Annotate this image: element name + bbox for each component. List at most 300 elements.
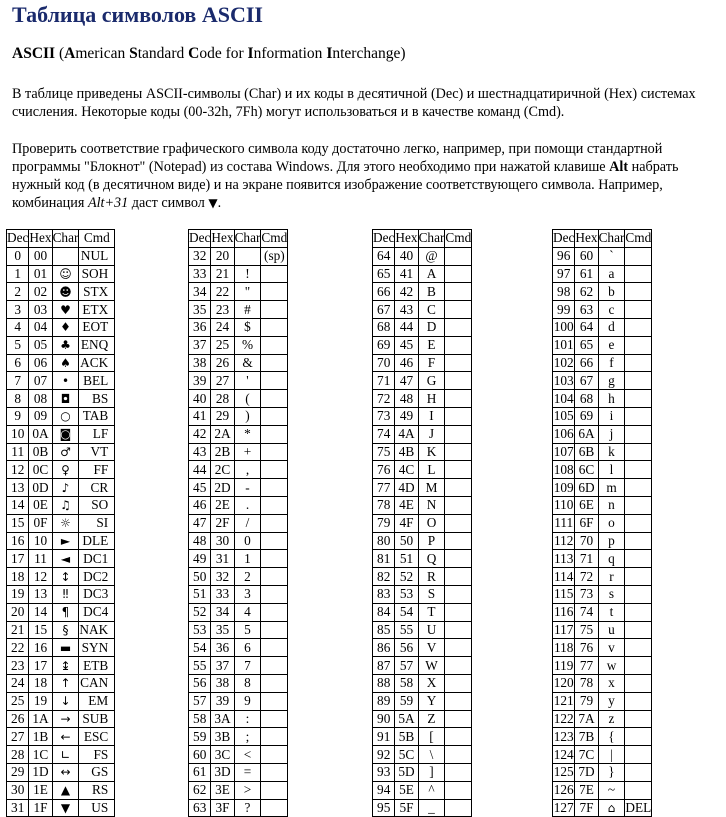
- char-cell: a: [598, 265, 625, 283]
- hex-cell: 6C: [575, 461, 598, 479]
- char-cell: i: [598, 407, 625, 425]
- dec-cell: 10: [7, 425, 29, 443]
- table-row: [7, 496, 115, 514]
- hex-cell: 76: [575, 639, 598, 657]
- hex-cell: 7F: [575, 799, 598, 817]
- table-row: [553, 407, 652, 425]
- char-cell: j: [598, 425, 625, 443]
- cmd-cell: [445, 603, 472, 621]
- cmd-cell: [261, 710, 288, 728]
- table-row: [7, 443, 115, 461]
- hex-cell: 03: [29, 301, 52, 319]
- table-row: [7, 692, 115, 710]
- hex-cell: 3A: [211, 710, 234, 728]
- char-cell: X: [418, 674, 445, 692]
- cmd-cell: DLE: [79, 532, 115, 550]
- hex-cell: 3E: [211, 781, 234, 799]
- char-cell: ◘: [52, 390, 79, 408]
- dec-cell: 66: [373, 283, 395, 301]
- dec-cell: 3: [7, 301, 29, 319]
- cmd-cell: CR: [79, 479, 115, 497]
- hex-cell: 75: [575, 621, 598, 639]
- hex-cell: 54: [395, 603, 418, 621]
- table-row: [553, 247, 652, 265]
- column-header-cmd: Cmd: [445, 230, 472, 246]
- table-row: [7, 390, 115, 408]
- dec-cell: 113: [553, 550, 574, 566]
- table-row: [373, 532, 472, 550]
- char-cell: ▼: [52, 799, 79, 817]
- char-cell: h: [598, 390, 625, 408]
- hex-cell: 67: [575, 372, 598, 390]
- hex-cell: 73: [575, 585, 598, 603]
- table-row: [553, 390, 652, 408]
- char-cell: -: [234, 479, 261, 497]
- table-row: [373, 265, 472, 283]
- example-symbol: ▼: [208, 196, 218, 210]
- dec-cell: 56: [189, 674, 211, 692]
- cmd-cell: [625, 657, 652, 675]
- dec-cell: 51: [189, 585, 211, 603]
- instructions-text-2: набрать нужный код (в десятичном виде) и на экране появится изображение соответствующего символа. Например, комбинация: [12, 159, 679, 211]
- char-cell: G: [418, 372, 445, 390]
- table-row: [7, 550, 115, 568]
- table-row: [7, 728, 115, 746]
- hex-cell: 0F: [29, 514, 52, 532]
- hex-cell: 10: [29, 532, 52, 550]
- cmd-cell: [445, 514, 472, 532]
- dec-cell: 72: [373, 390, 395, 408]
- hex-cell: 69: [575, 407, 598, 425]
- char-cell: ': [234, 372, 261, 390]
- hex-cell: 38: [211, 674, 234, 692]
- dec-cell: 125: [553, 764, 574, 780]
- cmd-cell: [625, 621, 652, 639]
- cmd-cell: [445, 461, 472, 479]
- table-row: [189, 318, 288, 336]
- char-cell: 0: [234, 532, 261, 550]
- hex-cell: 2D: [211, 479, 234, 497]
- hex-cell: 5C: [395, 746, 418, 764]
- ascii-table-1: [6, 229, 115, 817]
- table-row: [553, 461, 652, 479]
- char-cell: ^: [418, 781, 445, 799]
- hex-cell: 5B: [395, 728, 418, 746]
- dec-cell: 28: [7, 746, 29, 764]
- table-row: [7, 710, 115, 728]
- cmd-cell: [261, 301, 288, 319]
- instructions-text-end: .: [217, 195, 222, 211]
- hex-cell: 47: [395, 372, 418, 390]
- cmd-cell: US: [79, 799, 115, 817]
- dec-cell: 22: [7, 639, 29, 657]
- dec-cell: 119: [553, 657, 574, 673]
- dec-cell: 120: [553, 675, 574, 691]
- dec-cell: 60: [189, 746, 211, 764]
- table-row: [553, 550, 652, 568]
- table-row: [373, 799, 472, 817]
- hex-cell: 71: [575, 550, 598, 568]
- dec-cell: 52: [189, 603, 211, 621]
- column-header-hex: Hex: [29, 230, 52, 246]
- table-row: [553, 728, 652, 746]
- alt-key-label: Alt: [609, 159, 629, 175]
- char-cell: ‼: [52, 585, 79, 603]
- cmd-cell: [261, 692, 288, 710]
- char-cell: ♫: [52, 496, 79, 514]
- subtitle-letter-i2: I: [326, 45, 333, 62]
- dec-cell: 5: [7, 336, 29, 354]
- char-cell: t: [598, 603, 625, 621]
- dec-cell: 62: [189, 781, 211, 799]
- hex-cell: 25: [211, 336, 234, 354]
- cmd-cell: DC3: [79, 585, 115, 603]
- dec-cell: 117: [553, 621, 574, 637]
- hex-cell: 18: [29, 674, 52, 692]
- cmd-cell: EM: [79, 692, 115, 710]
- table-row: [373, 461, 472, 479]
- dec-cell: 44: [189, 461, 211, 479]
- char-cell: ♂: [52, 443, 79, 461]
- table-row: [373, 710, 472, 728]
- subtitle: ASCII (American Standard Code for Information Interchange): [12, 45, 406, 62]
- table-row: [7, 461, 115, 479]
- char-cell: ←: [52, 728, 79, 746]
- char-cell: r: [598, 568, 625, 586]
- hex-cell: 2B: [211, 443, 234, 461]
- cmd-cell: [625, 728, 652, 746]
- char-cell: ▬: [52, 639, 79, 657]
- hex-cell: 33: [211, 585, 234, 603]
- dec-cell: 114: [553, 568, 574, 584]
- dec-cell: 18: [7, 568, 29, 586]
- cmd-cell: [625, 746, 652, 764]
- hex-cell: 40: [395, 247, 418, 265]
- dec-cell: 74: [373, 425, 395, 443]
- cmd-cell: ENQ: [79, 336, 115, 354]
- table-row: [189, 639, 288, 657]
- table-row: [553, 283, 652, 301]
- char-cell: ↓: [52, 692, 79, 710]
- dec-cell: 63: [189, 799, 211, 817]
- table-row: [553, 585, 652, 603]
- cmd-cell: GS: [79, 763, 115, 781]
- char-cell: c: [598, 301, 625, 319]
- table-row: [189, 265, 288, 283]
- dec-cell: 20: [7, 603, 29, 621]
- char-cell: W: [418, 657, 445, 675]
- hex-cell: 20: [211, 247, 234, 265]
- hex-cell: 34: [211, 603, 234, 621]
- hex-cell: 46: [395, 354, 418, 372]
- hex-cell: 7D: [575, 763, 598, 781]
- char-cell: E: [418, 336, 445, 354]
- dec-cell: 70: [373, 354, 395, 372]
- table-row: [7, 603, 115, 621]
- dec-cell: 87: [373, 657, 395, 675]
- char-cell: •: [52, 372, 79, 390]
- table-row: [7, 674, 115, 692]
- dec-cell: 102: [553, 354, 574, 370]
- hex-cell: 19: [29, 692, 52, 710]
- char-cell: ◄: [52, 550, 79, 568]
- table-row: [373, 479, 472, 497]
- hex-cell: 07: [29, 372, 52, 390]
- hex-cell: 14: [29, 603, 52, 621]
- dec-cell: 57: [189, 692, 211, 710]
- dec-cell: 115: [553, 586, 574, 602]
- char-cell: 9: [234, 692, 261, 710]
- table-row: [373, 692, 472, 710]
- hex-cell: 66: [575, 354, 598, 372]
- cmd-cell: CAN: [79, 674, 115, 692]
- cmd-cell: [261, 585, 288, 603]
- hex-cell: 63: [575, 301, 598, 319]
- hex-cell: 04: [29, 318, 52, 336]
- table-row: [189, 763, 288, 781]
- char-cell: |: [598, 746, 625, 764]
- cmd-cell: [261, 336, 288, 354]
- cmd-cell: [625, 532, 652, 550]
- table-row: [553, 443, 652, 461]
- table-row: [7, 425, 115, 443]
- cmd-cell: [445, 443, 472, 461]
- dec-cell: 7: [7, 372, 29, 390]
- char-cell: ): [234, 407, 261, 425]
- dec-cell: 58: [189, 710, 211, 728]
- table-row: [189, 532, 288, 550]
- cmd-cell: [261, 550, 288, 568]
- dec-cell: 30: [7, 781, 29, 799]
- subtitle-word-i2: nterchange: [332, 45, 401, 62]
- dec-cell: 48: [189, 532, 211, 550]
- cmd-cell: [445, 692, 472, 710]
- hex-cell: 65: [575, 336, 598, 354]
- hex-cell: 5F: [395, 799, 418, 817]
- column-header-char: Char: [598, 230, 625, 246]
- cmd-cell: [261, 283, 288, 301]
- dec-cell: 99: [553, 301, 575, 319]
- column-header-hex: Hex: [575, 230, 598, 246]
- dec-cell: 83: [373, 585, 395, 603]
- table-row: [553, 603, 652, 621]
- dec-cell: 80: [373, 532, 395, 550]
- table-row: [553, 781, 652, 799]
- dec-cell: 86: [373, 639, 395, 657]
- cmd-cell: VT: [79, 443, 115, 461]
- char-cell: D: [418, 318, 445, 336]
- hex-cell: 24: [211, 318, 234, 336]
- table-row: [7, 407, 115, 425]
- hex-cell: 72: [575, 568, 598, 586]
- dec-cell: 116: [553, 604, 574, 620]
- cmd-cell: [445, 657, 472, 675]
- hex-cell: 48: [395, 390, 418, 408]
- table-row: [373, 568, 472, 586]
- dec-cell: 90: [373, 710, 395, 728]
- hex-cell: 41: [395, 265, 418, 283]
- table-row: [373, 621, 472, 639]
- char-cell: m: [598, 479, 625, 497]
- table-row: [553, 318, 652, 336]
- table-row: [373, 336, 472, 354]
- char-cell: ☺: [52, 265, 79, 283]
- cmd-cell: [261, 603, 288, 621]
- cmd-cell: [625, 407, 652, 425]
- hex-cell: 53: [395, 585, 418, 603]
- char-cell: e: [598, 336, 625, 354]
- table-row: [7, 372, 115, 390]
- dec-cell: 21: [7, 621, 29, 639]
- dec-cell: 104: [553, 390, 574, 406]
- cmd-cell: [261, 514, 288, 532]
- cmd-cell: DEL: [625, 799, 652, 815]
- char-cell: ♀: [52, 461, 79, 479]
- char-cell: ☻: [52, 283, 79, 301]
- char-cell: ∟: [52, 746, 79, 764]
- cmd-cell: [445, 763, 472, 781]
- char-cell: u: [598, 621, 625, 639]
- char-cell: g: [598, 372, 625, 390]
- cmd-cell: [261, 425, 288, 443]
- dec-cell: 67: [373, 301, 395, 319]
- table-header-row: [189, 230, 288, 248]
- cmd-cell: [625, 585, 652, 603]
- table-row: [189, 425, 288, 443]
- char-cell: [234, 247, 261, 265]
- char-cell: x: [598, 674, 625, 692]
- char-cell: ]: [418, 763, 445, 781]
- hex-cell: 56: [395, 639, 418, 657]
- dec-cell: 122: [553, 710, 574, 726]
- table-row: [7, 657, 115, 675]
- column-header-dec: Dec: [373, 230, 395, 246]
- cmd-cell: [261, 621, 288, 639]
- table-row: [553, 746, 652, 764]
- key-combination: Alt+31: [87, 195, 129, 211]
- table-row: [189, 603, 288, 621]
- table-row: [553, 514, 652, 532]
- hex-cell: 0E: [29, 496, 52, 514]
- hex-cell: 0B: [29, 443, 52, 461]
- table-row: [189, 354, 288, 372]
- char-cell: \: [418, 746, 445, 764]
- cmd-cell: [625, 443, 652, 461]
- char-cell: 7: [234, 657, 261, 675]
- intro-paragraph: В таблице приведены ASCII-символы (Char) и их коды в десятичной (Dec) и шестнадцатиричной (Hex) системах счисления. Некоторые коды (00-32h, 7Fh) могут использоваться и в качестве команд (Cmd).: [12, 86, 696, 120]
- subtitle-letter-c: C: [188, 45, 200, 62]
- instructions-text-1: Проверить соответствие графического символа коду достаточно легко, например, при помощи стандартной программы "Блокнот" (Notepad) из состава Windows. Для этого необходимо при нажатой клавише: [12, 141, 663, 175]
- dec-cell: 95: [373, 799, 395, 817]
- cmd-cell: [625, 372, 652, 390]
- dec-cell: 15: [7, 514, 29, 532]
- hex-cell: 23: [211, 301, 234, 319]
- dec-cell: 94: [373, 781, 395, 799]
- table-row: [553, 532, 652, 550]
- char-cell: Z: [418, 710, 445, 728]
- table-row: [189, 781, 288, 799]
- hex-cell: 4F: [395, 514, 418, 532]
- cmd-cell: [445, 621, 472, 639]
- cmd-cell: [445, 283, 472, 301]
- dec-cell: 81: [373, 550, 395, 568]
- dec-cell: 41: [189, 407, 211, 425]
- char-cell: ▲: [52, 781, 79, 799]
- hex-cell: 49: [395, 407, 418, 425]
- dec-cell: 29: [7, 763, 29, 781]
- char-cell: ¶: [52, 603, 79, 621]
- column-header-cmd: Cmd: [79, 230, 115, 248]
- hex-cell: 4C: [395, 461, 418, 479]
- hex-cell: 57: [395, 657, 418, 675]
- cmd-cell: [261, 318, 288, 336]
- dec-cell: 77: [373, 479, 395, 497]
- hex-cell: 11: [29, 550, 52, 568]
- cmd-cell: [625, 318, 652, 336]
- table-row: [7, 354, 115, 372]
- cmd-cell: DC2: [79, 568, 115, 586]
- dec-cell: 127: [553, 799, 574, 815]
- table-row: [373, 585, 472, 603]
- dec-cell: 79: [373, 514, 395, 532]
- cmd-cell: DC4: [79, 603, 115, 621]
- table-row: [553, 479, 652, 497]
- cmd-cell: BS: [79, 390, 115, 408]
- cmd-cell: [625, 390, 652, 408]
- char-cell: K: [418, 443, 445, 461]
- hex-cell: 7E: [575, 781, 598, 799]
- char-cell: d: [598, 318, 625, 336]
- cmd-cell: SUB: [79, 710, 115, 728]
- table-row: [189, 496, 288, 514]
- table-row: [373, 514, 472, 532]
- ascii-table-4: [552, 229, 652, 817]
- char-cell: v: [598, 639, 625, 657]
- table-row: [7, 265, 115, 283]
- char-cell: 6: [234, 639, 261, 657]
- char-cell: J: [418, 425, 445, 443]
- hex-cell: 1C: [29, 746, 52, 764]
- table-row: [7, 568, 115, 586]
- column-header-cmd: Cmd: [625, 230, 652, 246]
- column-header-hex: Hex: [395, 230, 418, 246]
- dec-cell: 64: [373, 247, 395, 265]
- table-row: [7, 639, 115, 657]
- table-row: [189, 799, 288, 817]
- cmd-cell: [625, 603, 652, 621]
- cmd-cell: [261, 461, 288, 479]
- hex-cell: 2E: [211, 496, 234, 514]
- table-row: [189, 710, 288, 728]
- dec-cell: 103: [553, 372, 574, 388]
- dec-cell: 38: [189, 354, 211, 372]
- dec-cell: 9: [7, 407, 29, 425]
- table-row: [189, 247, 288, 265]
- cmd-cell: TAB: [79, 407, 115, 425]
- hex-cell: 0D: [29, 479, 52, 497]
- hex-cell: 08: [29, 390, 52, 408]
- dec-cell: 47: [189, 514, 211, 532]
- char-cell: +: [234, 443, 261, 461]
- cmd-cell: [445, 781, 472, 799]
- char-cell: T: [418, 603, 445, 621]
- dec-cell: 19: [7, 585, 29, 603]
- char-cell: z: [598, 710, 625, 728]
- table-row: [7, 781, 115, 799]
- hex-cell: 58: [395, 674, 418, 692]
- table-row: [553, 336, 652, 354]
- cmd-cell: EOT: [79, 318, 115, 336]
